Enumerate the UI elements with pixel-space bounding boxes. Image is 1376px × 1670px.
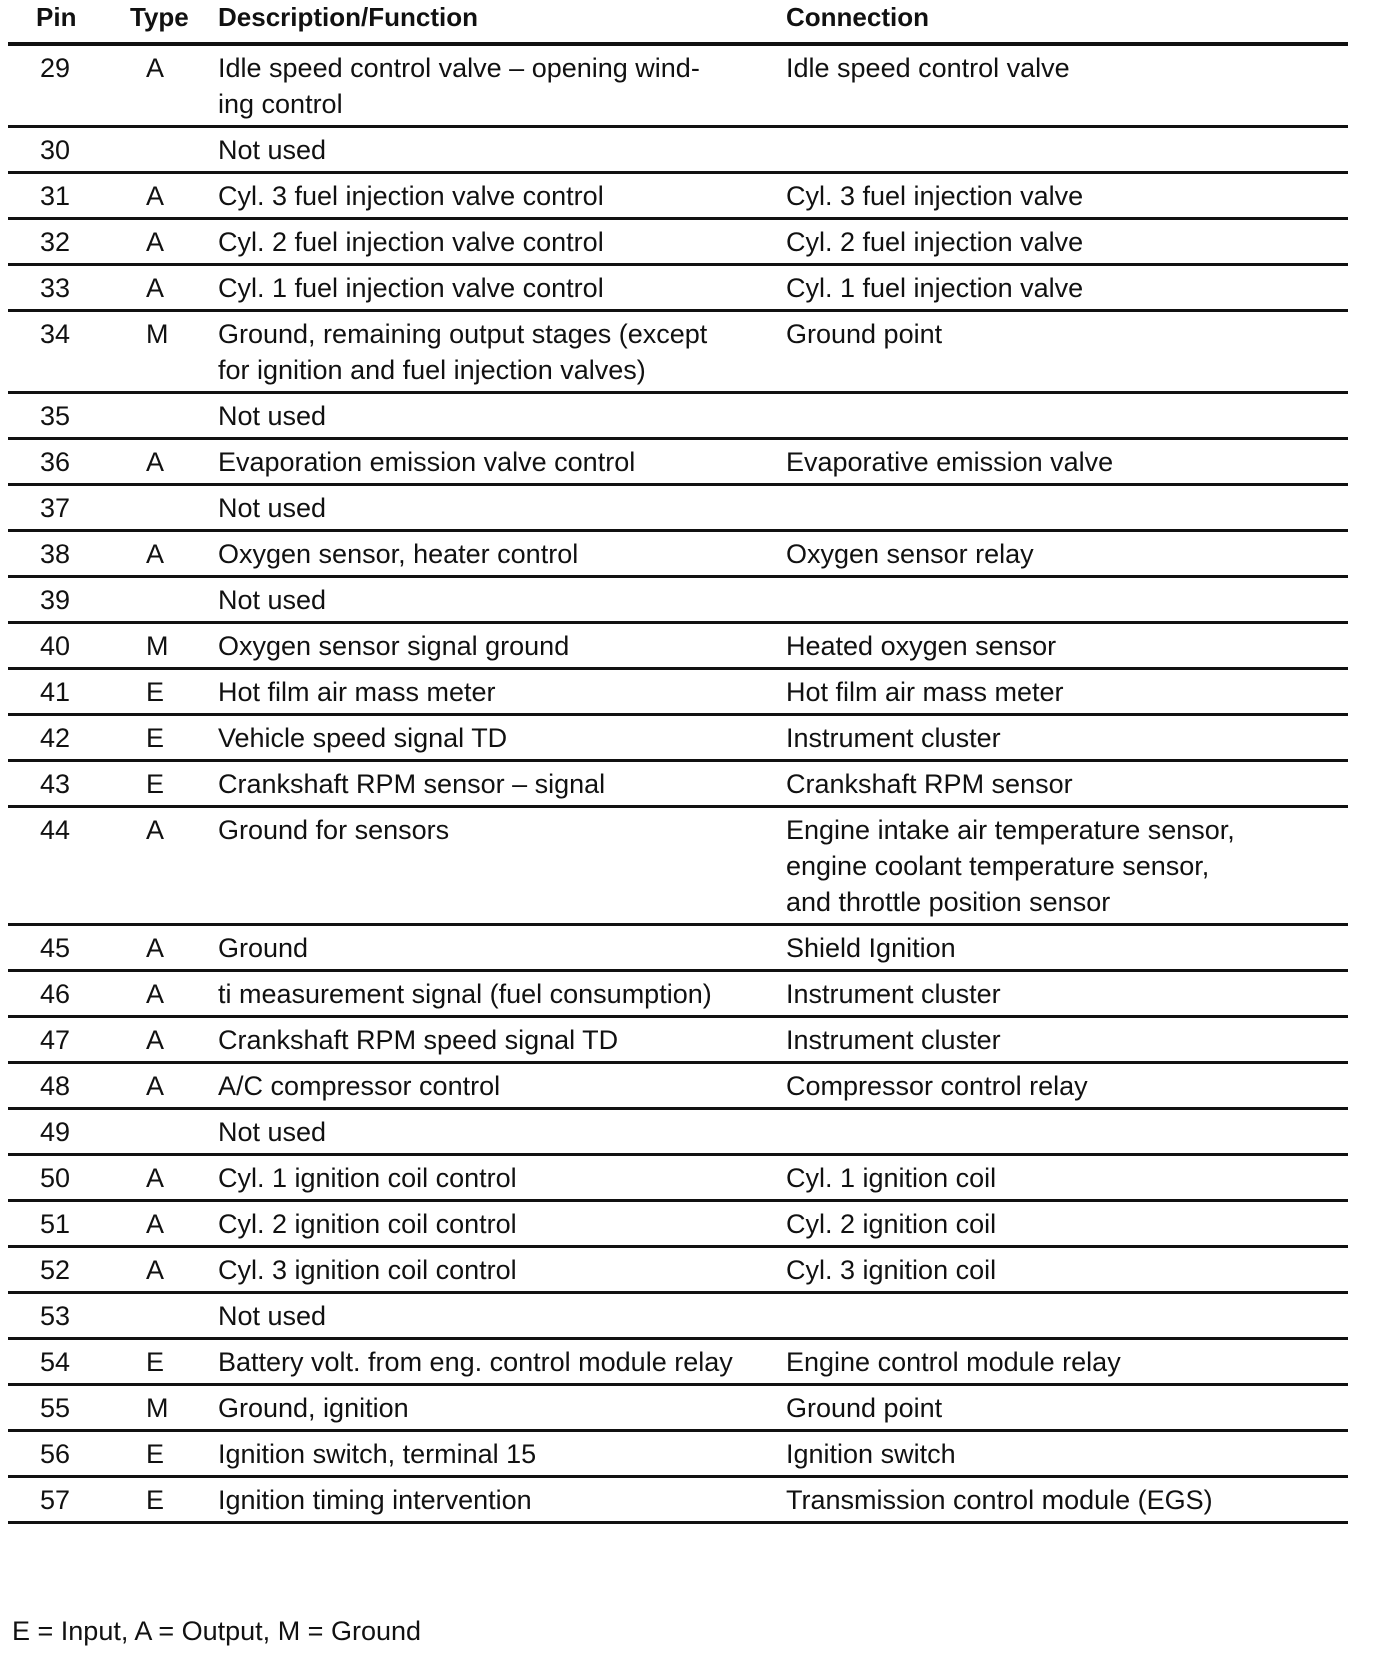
pin-cell: 51 — [40, 1209, 71, 1239]
connection-cell: Cyl. 3 ignition coil — [786, 1255, 997, 1285]
pin-cell: 37 — [40, 493, 71, 523]
type-cell: E — [146, 723, 165, 753]
connection-cell: Engine intake air temperature sensor, engine coolant temperature sensor, and throttle position sensor — [786, 815, 1235, 917]
type-legend: E = Input, A = Output, M = Ground — [12, 1616, 422, 1646]
description-cell: Cyl. 1 ignition coil control — [218, 1163, 517, 1193]
table-row — [8, 1294, 1348, 1340]
pin-cell: 35 — [40, 401, 71, 431]
table-row — [8, 440, 1348, 486]
pin-cell: 52 — [40, 1255, 71, 1285]
description-cell: Not used — [218, 1301, 327, 1331]
type-cell: A — [146, 539, 165, 569]
type-cell: E — [146, 1347, 165, 1377]
description-cell: Ground, ignition — [218, 1393, 409, 1423]
description-cell: Idle speed control valve – opening wind- ing control — [218, 53, 700, 119]
header-connection: Connection — [786, 2, 929, 32]
table-row — [8, 1156, 1348, 1202]
description-cell: Evaporation emission valve control — [218, 447, 636, 477]
type-cell: M — [146, 319, 169, 349]
pin-cell: 38 — [40, 539, 71, 569]
pin-cell: 36 — [40, 447, 71, 477]
pin-cell: 39 — [40, 585, 71, 615]
pin-cell: 54 — [40, 1347, 71, 1377]
type-cell: A — [146, 447, 165, 477]
pin-cell: 57 — [40, 1485, 71, 1515]
table-body — [8, 42, 1348, 1524]
description-cell: Ground, remaining output stages (except for ignition and fuel injection valves) — [218, 319, 708, 385]
type-cell: E — [146, 1439, 165, 1469]
table-row — [8, 220, 1348, 266]
description-cell: Not used — [218, 585, 327, 615]
header-type: Type — [130, 2, 189, 32]
type-cell: A — [146, 1255, 165, 1285]
pin-cell: 44 — [40, 815, 71, 845]
table-header — [8, 0, 1348, 42]
pin-cell: 34 — [40, 319, 71, 349]
description-cell: Crankshaft RPM speed signal TD — [218, 1025, 619, 1055]
description-cell: Cyl. 1 fuel injection valve control — [218, 273, 604, 303]
table-row — [8, 762, 1348, 808]
pin-cell: 48 — [40, 1071, 71, 1101]
description-cell: Cyl. 3 fuel injection valve control — [218, 181, 604, 211]
type-cell: A — [146, 273, 165, 303]
description-cell: Oxygen sensor signal ground — [218, 631, 570, 661]
table-row — [8, 926, 1348, 972]
connection-cell: Crankshaft RPM sensor — [786, 769, 1073, 799]
table-row — [8, 1248, 1348, 1294]
table-row — [8, 128, 1348, 174]
table-row — [8, 266, 1348, 312]
pin-cell: 43 — [40, 769, 71, 799]
connection-cell: Instrument cluster — [786, 1025, 1001, 1055]
connection-cell: Compressor control relay — [786, 1071, 1088, 1101]
connection-cell: Instrument cluster — [786, 723, 1001, 753]
type-cell: A — [146, 227, 165, 257]
connection-cell: Cyl. 2 fuel injection valve — [786, 227, 1084, 257]
type-cell: E — [146, 677, 165, 707]
type-cell: A — [146, 933, 165, 963]
type-cell: M — [146, 1393, 169, 1423]
pin-cell: 45 — [40, 933, 71, 963]
connection-cell: Oxygen sensor relay — [786, 539, 1034, 569]
pin-cell: 47 — [40, 1025, 71, 1055]
connection-cell: Ground point — [786, 1393, 943, 1423]
type-cell: A — [146, 815, 165, 845]
table-row — [8, 624, 1348, 670]
pin-cell: 50 — [40, 1163, 71, 1193]
pin-cell: 29 — [40, 53, 71, 83]
description-cell: Ground — [218, 933, 309, 963]
pin-cell: 30 — [40, 135, 71, 165]
connection-cell: Evaporative emission valve — [786, 447, 1114, 477]
table-row — [8, 1386, 1348, 1432]
header-description: Description/Function — [218, 2, 478, 32]
table-row — [8, 1432, 1348, 1478]
type-cell: A — [146, 1209, 165, 1239]
description-cell: Not used — [218, 493, 327, 523]
table-row — [8, 716, 1348, 762]
description-cell: Cyl. 3 ignition coil control — [218, 1255, 517, 1285]
connection-cell: Heated oxygen sensor — [786, 631, 1057, 661]
pin-cell: 33 — [40, 273, 71, 303]
connection-cell: Cyl. 2 ignition coil — [786, 1209, 997, 1239]
pin-cell: 41 — [40, 677, 71, 707]
description-cell: Ground for sensors — [218, 815, 450, 845]
table-row — [8, 1340, 1348, 1386]
connection-cell: Cyl. 3 fuel injection valve — [786, 181, 1084, 211]
connection-cell: Idle speed control valve — [786, 53, 1070, 83]
pin-cell: 32 — [40, 227, 71, 257]
connection-cell: Transmission control module (EGS) — [786, 1485, 1213, 1515]
pin-cell: 49 — [40, 1117, 71, 1147]
table-row — [8, 1018, 1348, 1064]
pin-cell: 42 — [40, 723, 71, 753]
pin-cell: 46 — [40, 979, 71, 1009]
connection-cell: Shield Ignition — [786, 933, 956, 963]
table-row — [8, 808, 1348, 926]
connection-cell: Ground point — [786, 319, 943, 349]
table-row — [8, 532, 1348, 578]
description-cell: Not used — [218, 401, 327, 431]
table-row — [8, 1064, 1348, 1110]
type-cell: A — [146, 1163, 165, 1193]
type-cell: A — [146, 1071, 165, 1101]
table-row — [8, 670, 1348, 716]
description-cell: Vehicle speed signal TD — [218, 723, 508, 753]
description-cell: Cyl. 2 fuel injection valve control — [218, 227, 604, 257]
table-row — [8, 46, 1348, 128]
pin-cell: 40 — [40, 631, 71, 661]
table-row — [8, 1202, 1348, 1248]
table-row — [8, 972, 1348, 1018]
table-row — [8, 1110, 1348, 1156]
type-cell: E — [146, 1485, 165, 1515]
table-row — [8, 578, 1348, 624]
connection-cell: Engine control module relay — [786, 1347, 1121, 1377]
connection-cell: Instrument cluster — [786, 979, 1001, 1009]
pin-cell: 53 — [40, 1301, 71, 1331]
description-cell: Ignition timing intervention — [218, 1485, 532, 1515]
connection-cell: Cyl. 1 fuel injection valve — [786, 273, 1084, 303]
connection-cell: Hot film air mass meter — [786, 677, 1064, 707]
table-row — [8, 1478, 1348, 1524]
type-cell: M — [146, 631, 169, 661]
type-cell: A — [146, 181, 165, 211]
pin-cell: 31 — [40, 181, 71, 211]
description-cell: Oxygen sensor, heater control — [218, 539, 579, 569]
table-row — [8, 486, 1348, 532]
pin-cell: 56 — [40, 1439, 71, 1469]
table-row — [8, 394, 1348, 440]
type-cell: A — [146, 1025, 165, 1055]
description-cell: Crankshaft RPM sensor – signal — [218, 769, 606, 799]
description-cell: Cyl. 2 ignition coil control — [218, 1209, 517, 1239]
description-cell: Hot film air mass meter — [218, 677, 496, 707]
description-cell: ti measurement signal (fuel consumption) — [218, 979, 712, 1009]
table-row — [8, 312, 1348, 394]
connection-cell: Ignition switch — [786, 1439, 956, 1469]
type-cell: E — [146, 769, 165, 799]
description-cell: Ignition switch, terminal 15 — [218, 1439, 537, 1469]
description-cell: Battery volt. from eng. control module relay — [218, 1347, 733, 1377]
type-cell: A — [146, 979, 165, 1009]
description-cell: Not used — [218, 1117, 327, 1147]
description-cell: Not used — [218, 135, 327, 165]
type-cell: A — [146, 53, 165, 83]
connection-cell: Cyl. 1 ignition coil — [786, 1163, 997, 1193]
table-row — [8, 174, 1348, 220]
header-pin: Pin — [36, 2, 77, 32]
description-cell: A/C compressor control — [218, 1071, 501, 1101]
pin-cell: 55 — [40, 1393, 71, 1423]
